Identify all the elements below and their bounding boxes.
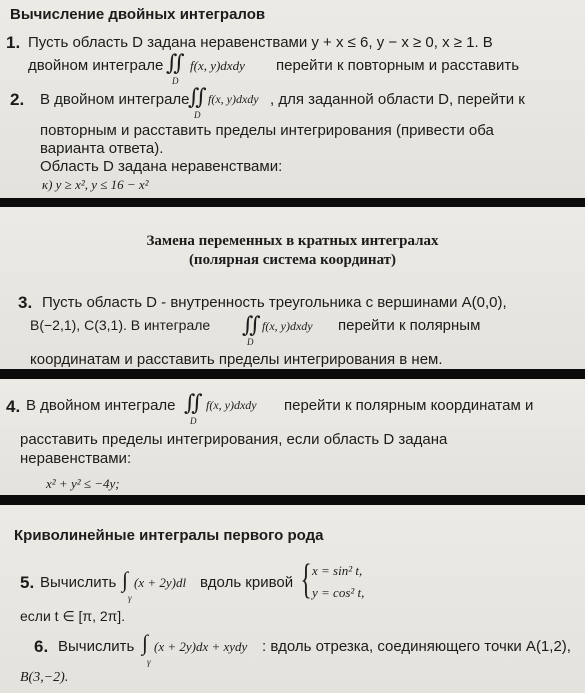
problem-2-line-2: повторным и расставить пределы интегрирования (привести оба [40,122,494,139]
problem-5-line-2: если t ∈ [π, 2π]. [20,608,126,624]
problem-2-line-1b: , для заданной области D, перейти к [270,91,525,108]
integrand: (x + 2y)dx + xydy [154,639,248,654]
integrand: f(x, y)dxdy [190,58,245,73]
problem-3-line-2b: перейти к полярным [338,317,481,334]
problem-6-line-2: B(3,−2). [20,670,69,685]
section-double-integrals [0,0,585,198]
problem-number: 5. [20,573,35,592]
integration-domain: D [194,110,201,120]
problem-2-line-3: варианта ответа). [40,140,164,157]
problem-number: 4. [6,397,21,416]
problem-2-line-4: Область D задана неравенствами: [40,158,283,175]
system-brace: { [300,557,312,603]
problem-4-line-2: расставить пределы интегрирования, если область D задана [20,431,448,448]
problem-number: 1. [6,33,21,52]
divider [0,198,585,207]
integration-domain: D [247,337,254,347]
problem-number: 3. [18,293,33,312]
problem-3-line-3: координатам и расставить пределы интегрирования в нем. [30,351,443,368]
problem-number: 6. [34,637,49,656]
integrand: f(x, y)dxdy [208,92,259,106]
line-integral-sign: ∫ [122,567,129,592]
double-integral-sign: ∬ [166,50,185,75]
integrand: f(x, y)dxdy [206,398,257,412]
section-subtitle: (полярная система координат) [188,252,397,268]
integration-domain: D [190,416,197,426]
integrand: f(x, y)dxdy [262,319,313,333]
section-polar-problem-4 [0,379,585,495]
integrand: (x + 2y)dl [134,575,187,590]
problem-4-line-3: неравенствами: [20,450,132,467]
problem-4-condition: x² + y² ≤ −4y; [46,476,120,491]
section-title: Замена переменных в кратных интегралах [146,233,439,249]
integration-domain: D [172,76,179,86]
problem-2-condition: к) y ≥ x², y ≤ 16 − x² [42,177,149,192]
problem-3-line-2a: B(−2,1), C(3,1). В интеграле [30,317,211,333]
system-equation-1: x = sin² t, [312,563,363,578]
problem-2-line-1a: В двойном интеграле [40,91,190,108]
problem-1-line-2a: двойном интеграле [28,57,164,74]
problem-6-line-1a: Вычислить [58,638,135,655]
double-integral-sign: ∬ [184,390,203,415]
divider [0,495,585,505]
problem-1-line-1: Пусть область D задана неравенствами y + x ≤ 6, y − x ≥ 0, x ≥ 1. В [28,34,493,51]
problem-3-line-1: Пусть область D - внутренность треугольника с вершинами A(0,0), [42,294,507,311]
section-title: Вычисление двойных интегралов [10,6,266,23]
line-integral-sign: ∫ [142,630,149,655]
system-equation-2: y = cos² t, [312,585,365,600]
problem-4-line-1b: перейти к полярным координатам и [284,397,534,414]
integration-curve: γ [147,657,151,667]
problem-5-line-1a: Вычислить [40,574,117,591]
section-line-integrals [0,505,585,693]
divider [0,369,585,379]
problem-number: 2. [10,90,25,109]
problem-6-line-1b: : вдоль отрезка, соединяющего точки A(1,2), [262,638,571,655]
section-polar-coordinates [0,207,585,369]
problem-4-line-1a: В двойном интеграле [26,397,176,414]
section-title: Криволинейные интегралы первого рода [14,527,324,544]
integration-curve: γ [128,593,132,603]
double-integral-sign: ∬ [242,312,261,337]
problem-5-line-1b: вдоль кривой [200,574,294,591]
problem-1-line-2b: перейти к повторным и расставить [276,57,520,74]
double-integral-sign: ∬ [188,84,207,109]
